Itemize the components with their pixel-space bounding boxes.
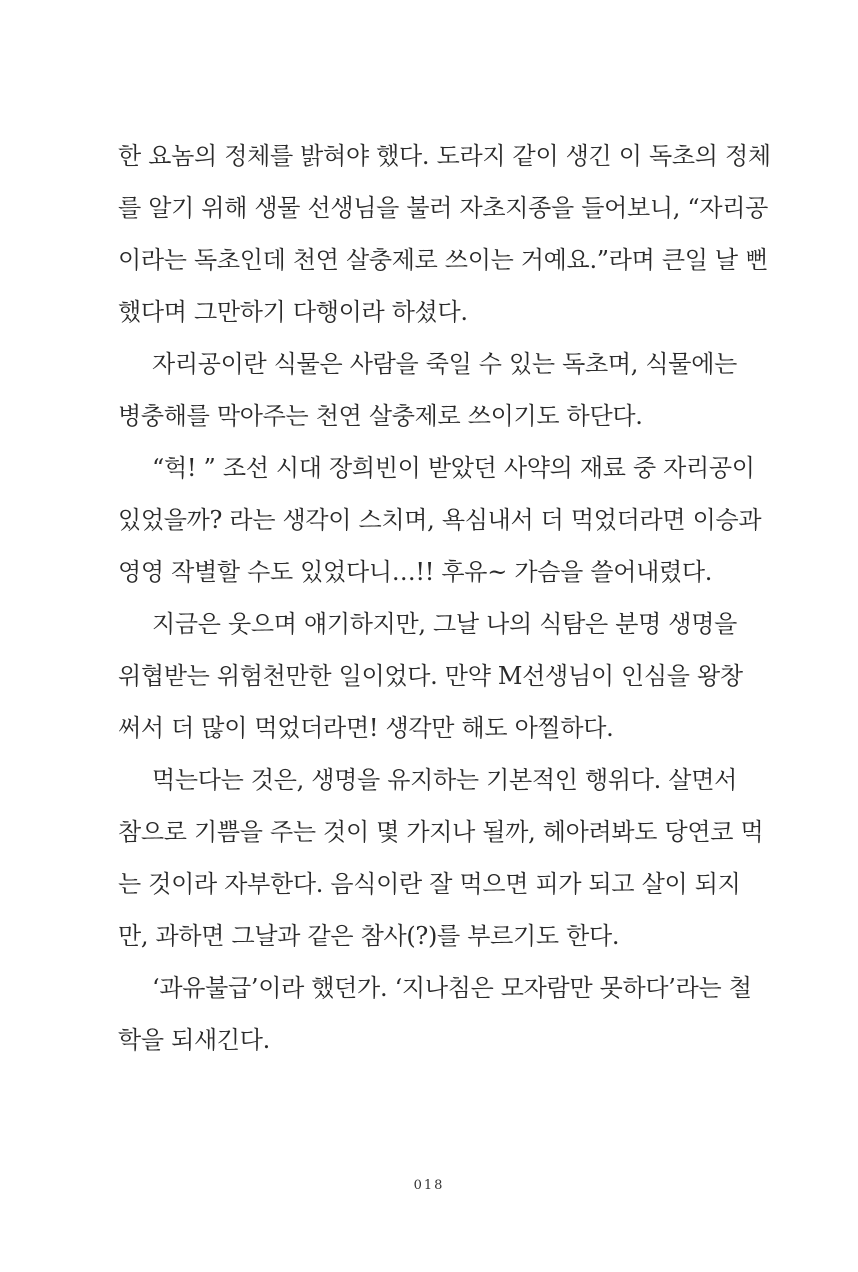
- text-line: 학을 되새긴다.: [118, 1026, 270, 1054]
- paragraph-5: [118, 754, 764, 962]
- body-text: [118, 130, 771, 1066]
- text-line: 위협받는 위험천만한 일이었다. 만약 M선생님이 인심을 왕창: [118, 662, 743, 690]
- text-line: 이라는 독초인데 천연 살충제로 쓰이는 거예요.”라며 큰일 날 뻔: [118, 246, 769, 274]
- text-line: ‘과유불급’이라 했던가. ‘지나침은 모자람만 못하다’라는 철: [152, 974, 752, 1002]
- text-line: 참으로 기쁨을 주는 것이 몇 가지나 될까, 헤아려봐도 당연코 먹: [118, 818, 764, 846]
- text-line: 자리공이란 식물은 사람을 죽일 수 있는 독초며, 식물에는: [152, 350, 737, 378]
- paragraph-2: [118, 338, 737, 442]
- text-line: 지금은 웃으며 얘기하지만, 그날 나의 식탐은 분명 생명을: [152, 610, 737, 638]
- text-line: 한 요놈의 정체를 밝혀야 했다. 도라지 같이 생긴 이 독초의 정체: [118, 142, 771, 170]
- text-line: 먹는다는 것은, 생명을 유지하는 기본적인 행위다. 살면서: [152, 766, 737, 794]
- paragraph-6: [118, 962, 752, 1066]
- paragraph-4: [118, 598, 743, 754]
- text-line: 써서 더 많이 먹었더라면! 생각만 해도 아찔하다.: [118, 714, 614, 742]
- text-line: 영영 작별할 수도 있었다니…!! 후유~ 가슴을 쓸어내렸다.: [118, 558, 713, 586]
- text-line: 있었을까? 라는 생각이 스치며, 욕심내서 더 먹었더라면 이승과: [118, 506, 762, 534]
- paragraph-1: [118, 130, 771, 338]
- text-line: 했다며 그만하기 다행이라 하셨다.: [118, 298, 468, 326]
- text-line: “헉! ” 조선 시대 장희빈이 받았던 사약의 재료 중 자리공이: [152, 454, 755, 482]
- paragraph-3: [118, 442, 762, 598]
- text-line: 만, 과하면 그날과 같은 참사(?)를 부르기도 한다.: [118, 922, 620, 950]
- page-number: 018: [413, 1178, 445, 1193]
- text-line: 를 알기 위해 생물 선생님을 불러 자초지종을 들어보니, “자리공: [118, 194, 769, 222]
- text-line: 는 것이라 자부한다. 음식이란 잘 먹으면 피가 되고 살이 되지: [118, 870, 741, 898]
- text-line: 병충해를 막아주는 천연 살충제로 쓰이기도 하단다.: [118, 402, 643, 430]
